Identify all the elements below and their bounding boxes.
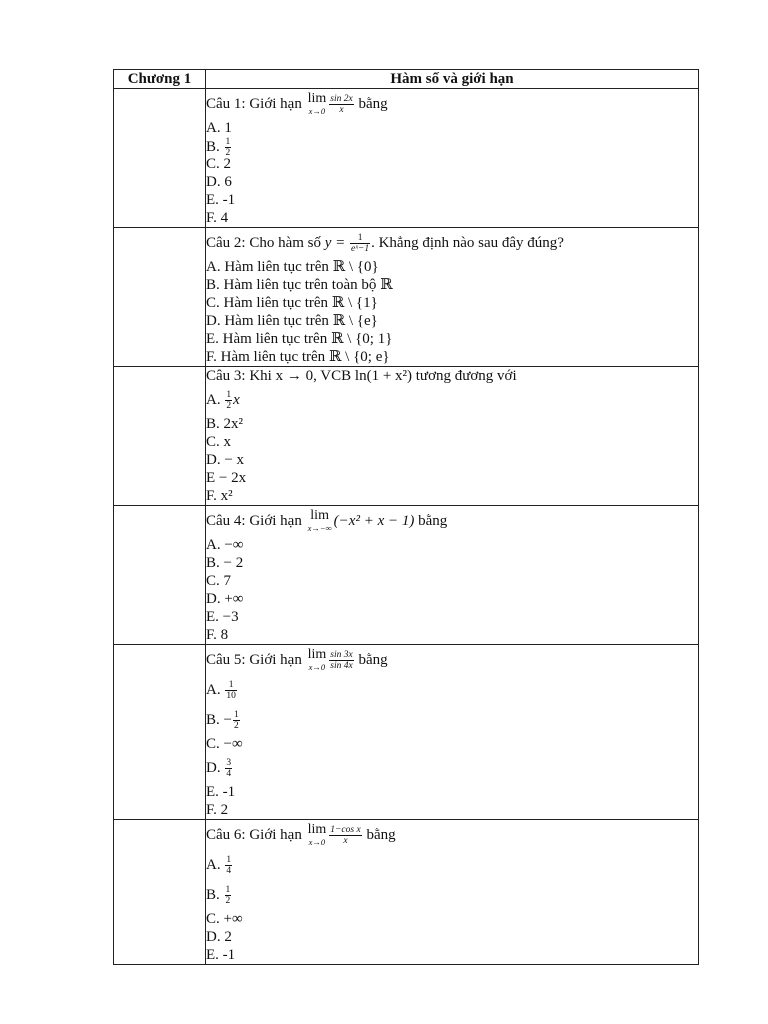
option-f: F. x²: [206, 488, 233, 504]
question-row-6: [114, 820, 699, 965]
option-label: D.: [206, 760, 225, 776]
option-f: F. 2: [206, 802, 229, 818]
fraction: [329, 650, 353, 671]
option-label: B.: [206, 887, 224, 903]
question-cell-4: [206, 506, 699, 645]
denominator: x: [343, 836, 348, 847]
fraction: [233, 710, 240, 731]
fraction: [225, 758, 232, 779]
option-c: C. −∞: [206, 736, 243, 752]
question-row-2: [114, 228, 699, 367]
question-number-cell: [114, 820, 206, 965]
limit-operator: [307, 507, 332, 534]
numerator: 1: [350, 233, 370, 244]
header-row: [114, 70, 699, 89]
stem-tail: bằng: [414, 513, 448, 529]
numerator: 1: [226, 855, 232, 866]
option-b: [206, 137, 698, 158]
stem-text: Câu 6: Giới hạn: [206, 827, 306, 843]
question-number-cell: [114, 89, 206, 228]
fraction: [225, 855, 232, 876]
option-e: E. Hàm liên tục trên ℝ \ {0; 1}: [206, 331, 393, 347]
option-e: E. −3: [206, 609, 239, 625]
stem-tail: bằng: [362, 827, 396, 843]
option-c: C. 2: [206, 156, 232, 172]
limit-operator: [307, 90, 327, 117]
option-d: D. 6: [206, 174, 232, 190]
fraction: [225, 390, 232, 411]
option-f: F. 4: [206, 210, 229, 226]
question-number-cell: [114, 228, 206, 367]
option-f: F. 8: [206, 627, 229, 643]
option-a: A. −∞: [206, 537, 244, 553]
option-b: B. Hàm liên tục trên toàn bộ ℝ: [206, 277, 393, 293]
option-e: E. -1: [206, 192, 236, 208]
option-a: [206, 850, 698, 880]
fraction: [225, 680, 237, 701]
numerator: 1−cos x: [330, 825, 361, 836]
stem-tail: . Khẳng định nào sau đây đúng?: [371, 235, 564, 251]
question-row-4: [114, 506, 699, 645]
stem-tail: bằng: [354, 96, 388, 112]
numerator: 1: [226, 390, 232, 401]
option-e: E. -1: [206, 784, 236, 800]
stem-tail: bằng: [354, 652, 388, 668]
option-c: C. +∞: [206, 911, 243, 927]
option-a: [206, 385, 698, 415]
question-cell-1: [206, 89, 699, 228]
question-stem: [206, 228, 698, 258]
option-d: D. 2: [206, 929, 232, 945]
denominator: 10: [226, 691, 236, 702]
fraction: [329, 825, 361, 846]
fraction: [329, 94, 353, 115]
stem-text: Câu 4: Giới hạn: [206, 513, 306, 529]
option-a: A. 1: [206, 120, 232, 136]
question-stem: [206, 645, 698, 675]
numerator: 1: [233, 710, 239, 721]
denominator: 2: [225, 896, 231, 907]
denominator: eˣ−1: [351, 244, 370, 255]
denominator: sin 4x: [330, 661, 353, 672]
limit-operator: [307, 646, 327, 673]
limit-operator: [307, 821, 327, 848]
option-b: [206, 705, 698, 735]
option-variable: x: [233, 392, 240, 408]
option-label: B.: [206, 138, 224, 155]
denominator: x: [339, 105, 344, 116]
option-a: A. Hàm liên tục trên ℝ \ {0}: [206, 259, 379, 275]
option-c: C. Hàm liên tục trên ℝ \ {1}: [206, 295, 378, 311]
lim-subscript: x→0: [308, 661, 326, 672]
denominator: 2: [226, 401, 232, 412]
question-stem: [206, 506, 698, 536]
question-row-3: [114, 367, 699, 506]
limit-expression: (−x² + x − 1): [333, 513, 415, 529]
question-cell-6: [206, 820, 699, 965]
option-label: A.: [206, 682, 225, 698]
denominator: 4: [226, 769, 232, 780]
option-f: F. Hàm liên tục trên ℝ \ {0; e}: [206, 349, 390, 365]
option-d: D. +∞: [206, 591, 244, 607]
option-b: B. − 2: [206, 555, 244, 571]
option-c: C. 7: [206, 573, 232, 589]
question-table: [113, 69, 699, 965]
numerator: 1: [225, 137, 231, 147]
option-label: A.: [206, 857, 225, 873]
topic-header: Hàm số và giới hạn: [206, 70, 699, 89]
fraction: [350, 233, 370, 254]
stem-text: Câu 1: Giới hạn: [206, 96, 306, 112]
question-cell-5: [206, 645, 699, 820]
numerator: 3: [226, 758, 232, 769]
option-d: [206, 753, 698, 783]
lim-text: lim: [307, 90, 327, 106]
lim-subscript: x→0: [308, 836, 326, 847]
lim-text: lim: [307, 646, 327, 662]
stem-text: Câu 5: Giới hạn: [206, 652, 306, 668]
question-number-cell: [114, 506, 206, 645]
question-number-cell: [114, 645, 206, 820]
question-stem: [206, 89, 698, 119]
question-stem: Câu 3: Khi x → 0, VCB ln(1 + x²) tương đương với: [206, 368, 517, 384]
lim-subscript: x→0: [308, 105, 326, 116]
question-row-5: [114, 645, 699, 820]
lim-subscript: x→−∞: [307, 522, 332, 533]
question-cell-2: [206, 228, 699, 367]
numerator: 1: [225, 885, 231, 896]
question-number-cell: [114, 367, 206, 506]
denominator: 2: [225, 148, 231, 158]
option-d: D. Hàm liên tục trên ℝ \ {e}: [206, 313, 378, 329]
numerator: sin 2x: [330, 94, 353, 105]
denominator: 4: [226, 866, 232, 877]
option-b: [206, 880, 698, 910]
numerator: 1: [225, 680, 237, 691]
option-c: C. x: [206, 434, 232, 450]
chapter-header: Chương 1: [114, 70, 206, 89]
option-e: E. -1: [206, 947, 236, 963]
question-cell-3: [206, 367, 699, 506]
question-stem: [206, 820, 698, 850]
stem-text: Câu 2: Cho hàm số: [206, 235, 325, 251]
question-row-1: [114, 89, 699, 228]
option-label: A.: [206, 392, 225, 408]
option-a: [206, 675, 698, 705]
option-b: B. 2x²: [206, 416, 244, 432]
function-lhs: y =: [324, 235, 350, 251]
fraction: [225, 885, 232, 906]
option-label: B. −: [206, 712, 232, 728]
numerator: sin 3x: [330, 650, 353, 661]
lim-text: lim: [310, 507, 329, 523]
option-d: D. − x: [206, 452, 245, 468]
lim-text: lim: [307, 821, 327, 837]
denominator: 2: [233, 721, 239, 732]
option-e: E − 2x: [206, 470, 247, 486]
